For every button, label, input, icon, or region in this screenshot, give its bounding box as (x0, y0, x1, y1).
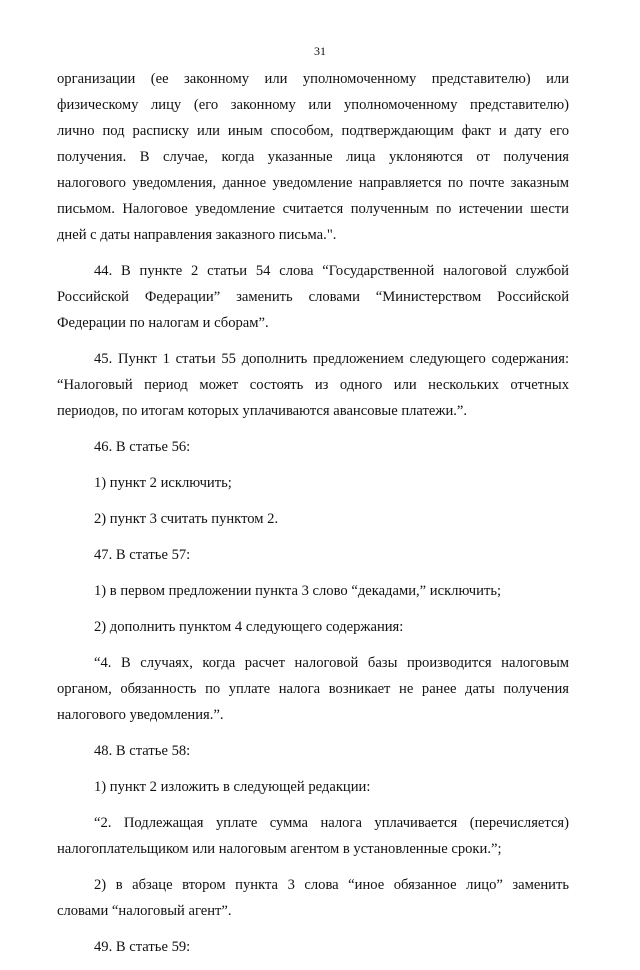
text-line: периодов, по итогам которых уплачиваются авансовые платежи.”. (57, 403, 468, 419)
text-line: физическому лицу (его законному или уполномоченному представителю) (57, 97, 569, 113)
text-line: “4. В случаях, когда расчет налоговой базы производится налоговым (94, 655, 569, 671)
paragraph (57, 434, 569, 460)
text-line: 1) пункт 2 изложить в следующей редакции: (94, 779, 371, 795)
paragraph (57, 66, 569, 248)
text-line: дней с даты направления заказного письма.". (57, 227, 337, 243)
text-line: Федерации по налогам и сборам”. (57, 315, 269, 331)
text-line: организации (ее законному или уполномоченному представителю) или (57, 71, 569, 87)
text-line: органом, обязанность по уплате налога возникает не ранее даты получения (57, 681, 569, 697)
text-line: письмом. Налоговое уведомление считается полученным по истечении шести (57, 201, 569, 217)
text-line: 1) пункт 2 исключить; (94, 475, 232, 491)
paragraph (57, 258, 569, 336)
text-line: 49. В статье 59: (94, 939, 191, 955)
text-line: лично под расписку или иным способом, подтверждающим факт и дату его (57, 123, 569, 139)
text-line: Российской Федерации” заменить словами “Министерством Российской (57, 289, 569, 305)
text-line: налогоплательщиком или налоговым агентом в установленные сроки.”; (57, 841, 502, 857)
text-line: 44. В пункте 2 статьи 54 слова “Государственной налоговой службой (94, 263, 569, 279)
text-line: 1) в первом предложении пункта 3 слово “декадами,” исключить; (94, 583, 502, 599)
document-body (57, 66, 569, 970)
text-line: 48. В статье 58: (94, 743, 191, 759)
page-number: 31 (314, 44, 326, 58)
text-line: 2) в абзаце втором пункта 3 слова “иное обязанное лицо” заменить (94, 877, 569, 893)
paragraph (57, 934, 569, 960)
paragraph (57, 346, 569, 424)
paragraph (57, 614, 569, 640)
text-line: 2) пункт 3 считать пунктом 2. (94, 511, 279, 527)
text-line: 46. В статье 56: (94, 439, 191, 455)
paragraph (57, 774, 569, 800)
text-line: 2) дополнить пунктом 4 следующего содержания: (94, 619, 404, 635)
text-line: получения. В случае, когда указанные лица уклоняются от получения (57, 149, 569, 165)
text-line: словами “налоговый агент”. (57, 903, 232, 919)
paragraph (57, 578, 569, 604)
paragraph (57, 506, 569, 532)
text-line: налогового уведомления.”. (57, 707, 224, 723)
text-line: “2. Подлежащая уплате сумма налога уплачивается (перечисляется) (94, 815, 569, 831)
paragraph (57, 872, 569, 924)
paragraph (57, 810, 569, 862)
text-line: 47. В статье 57: (94, 547, 191, 563)
text-line: налогового уведомления, данное уведомление направляется по почте заказным (57, 175, 569, 191)
text-line: 45. Пункт 1 статьи 55 дополнить предложением следующего содержания: (94, 351, 569, 367)
paragraph (57, 542, 569, 568)
paragraph (57, 650, 569, 728)
text-line: “Налоговый период может состоять из одного или нескольких отчетных (57, 377, 569, 393)
paragraph (57, 470, 569, 496)
paragraph (57, 738, 569, 764)
